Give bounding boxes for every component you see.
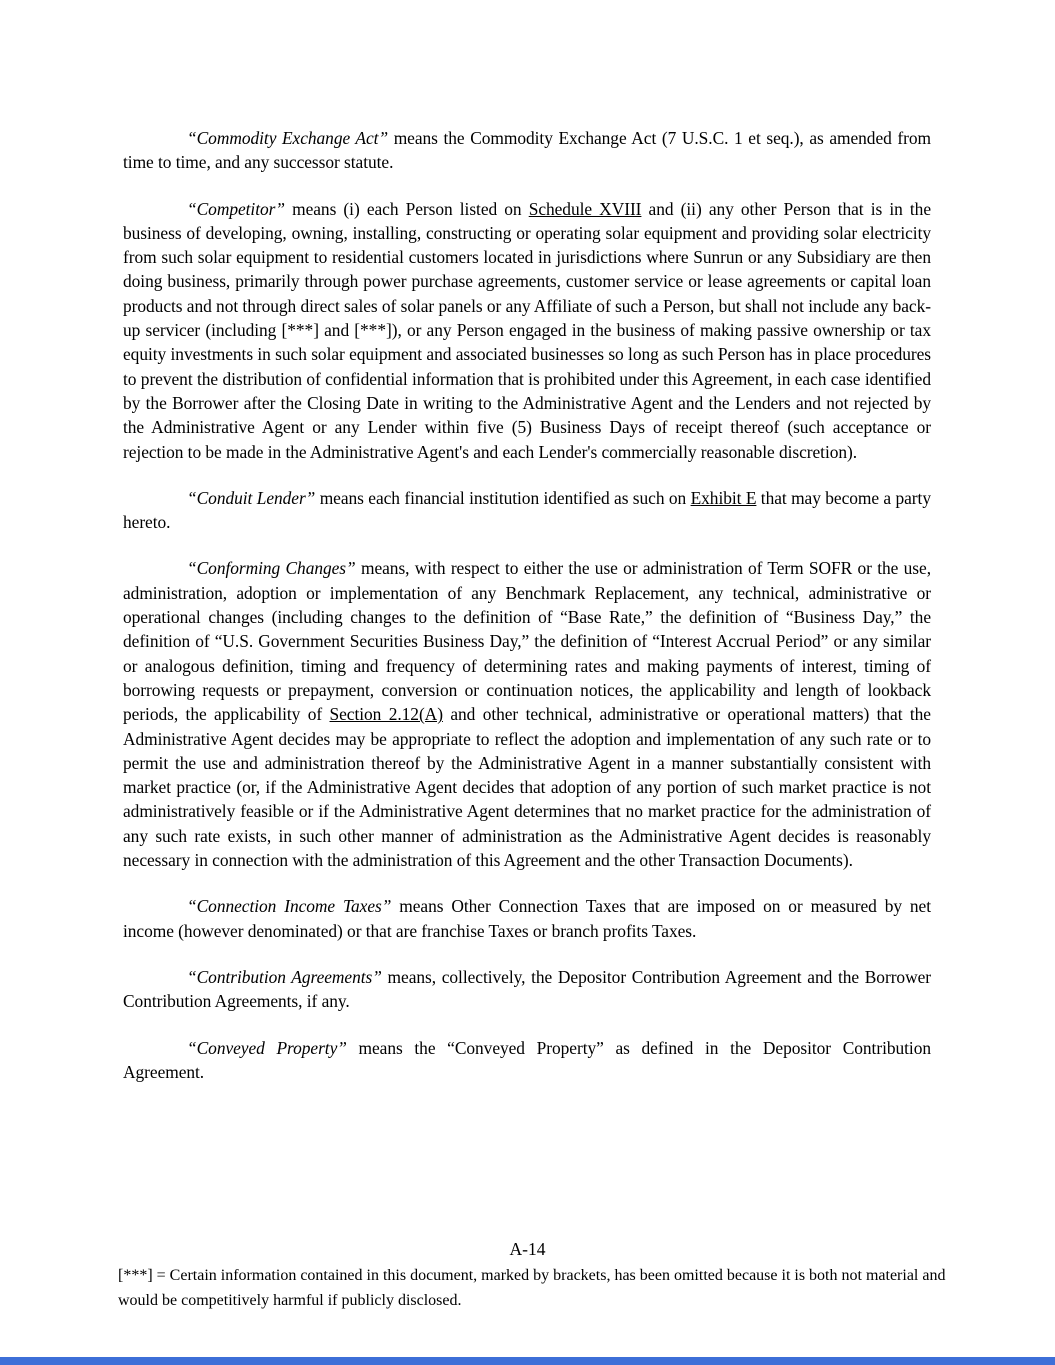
paragraph-connection-income-taxes (123, 894, 931, 943)
body-text: means, with respect to either the use or administration of Term SOFR or the use, administration, adoption or implementation of any Benchmark Replacement, any technical, administrative or operational changes (including changes to the definition of “Base Rate,” the definition of “Business Day,” the definition of “U.S. Government Securities Business Day,” the definition of “Interest Accrual Period” or any similar or analogous definition, timing and frequency of determining rates and making payments of interest, timing of borrowing requests or prepayment, conversion or continuation notices, the applicability and length of lookback periods, the applicability of (123, 558, 931, 725)
body-text: means (i) each Person listed on (284, 198, 529, 219)
body-text: and (ii) any other Person that is in the business of developing, owning, installing, constructing or operating solar equipment and providing solar electricity from such solar equipment to residential customers located in jurisdictions where Sunrun or any Subsidiary are then doing business, primarily through power purchase agreements, customer service or lease agreements or capital loan products and not through direct sales of solar panels or any Affiliate of such a Person, but shall not include any back-up servicer (including [***] and [***]), or any Person engaged in the business of making passive ownership or tax equity investments in such solar equipment and associated businesses so long as such Person has in place procedures to prevent the distribution of confidential information that is prohibited under this Agreement, in each case identified by the Borrower after the Closing Date in writing to the Administrative Agent and the Lenders and not rejected by the Administrative Agent or any Lender within five (5) Business Days of receipt thereof (such acceptance or rejection to be made in the Administrative Agent's and each Lender's commercially reasonable discretion). (123, 198, 931, 462)
defined-term: “Conveyed Property” (187, 1037, 347, 1058)
cross-reference: Schedule XVIII (528, 198, 642, 219)
bottom-bar (0, 1357, 1055, 1365)
cross-reference: Exhibit E (690, 487, 757, 508)
paragraph-contribution-agreements (123, 965, 931, 1014)
paragraph-conduit-lender (123, 486, 931, 535)
body-text: means each financial institution identified as such on (315, 487, 691, 508)
paragraph-conforming-changes (123, 556, 931, 872)
paragraph-conveyed-property (123, 1036, 931, 1085)
definitions-body (123, 126, 931, 1084)
defined-term: “Connection Income Taxes” (187, 896, 392, 917)
defined-term: “Conforming Changes” (187, 558, 356, 579)
body-text: that may become a party hereto. (123, 487, 931, 533)
paragraph-commodity-exchange-act (123, 126, 931, 175)
body-text: means Other Connection Taxes that are imposed on or measured by net income (however denominated) or that are franchise Taxes or branch profits Taxes. (123, 896, 931, 941)
defined-term: “Conduit Lender” (187, 487, 316, 508)
defined-term: “Contribution Agreements” (187, 966, 382, 987)
paragraph-competitor (123, 197, 931, 464)
body-text: and other technical, administrative or operational matters) that the Administrative Agent decides may be appropriate to reflect the adoption and implementation of any such rate or to permit the use and administration thereof by the Administrative Agent in a manner substantially consistent with market practice (or, if the Administrative Agent decides that adoption of any portion of such market practice is not administratively feasible or if the Administrative Agent determines that no market practice for the administration of any such rate exists, in such other manner of administration as the Administrative Agent decides is reasonably necessary in connection with the administration of this Agreement and the other Transaction Documents). (123, 704, 931, 871)
defined-term: “Competitor” (187, 198, 285, 219)
redaction-footnote: [***] = Certain information contained in this document, marked by brackets, has been omitted because it is both not material and would be competitively harmful if publicly disclosed. (118, 1267, 946, 1309)
body-text: means the Commodity Exchange Act (7 U.S.C. 1 et seq.), as amended from time to time, and any successor statute. (123, 128, 931, 173)
cross-reference: Section 2.12(A) (329, 704, 443, 725)
defined-term: “Commodity Exchange Act” (187, 128, 389, 148)
body-text: means the “Conveyed Property” as defined in the Depositor Contribution Agreement. (123, 1037, 931, 1082)
body-text: means, collectively, the Depositor Contribution Agreement and the Borrower Contribution Agreements, if any. (123, 966, 931, 1012)
page-number: A-14 (509, 1239, 546, 1259)
